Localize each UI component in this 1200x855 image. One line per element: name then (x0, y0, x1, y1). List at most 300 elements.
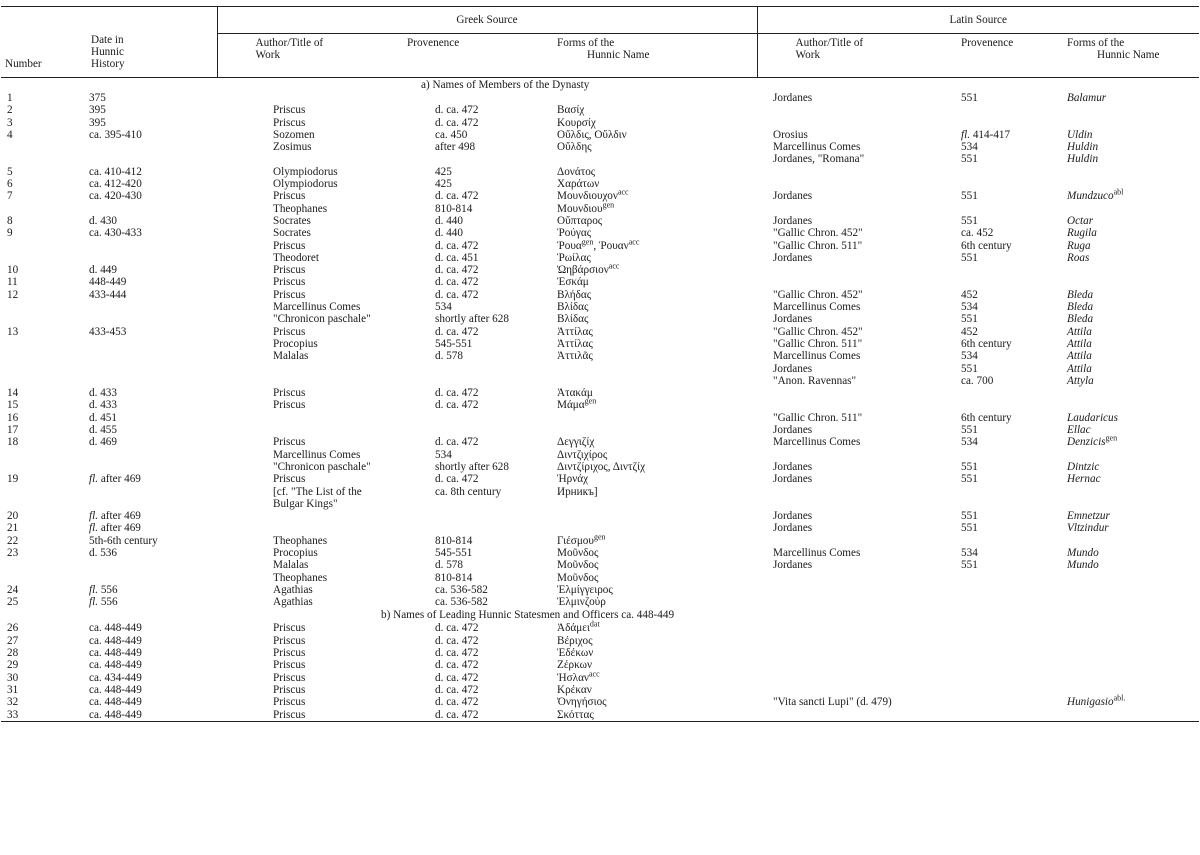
latin-author: "Gallic Chron. 511" (773, 239, 863, 252)
greek-author (217, 375, 397, 387)
latin-author (757, 276, 947, 288)
row-number: 4 (7, 128, 13, 141)
greek-form: Βέριχος (557, 634, 593, 647)
latin-form: Hunigasio$^{abl.}$ (1067, 693, 1126, 709)
greek-form: Κουρσίχ (557, 116, 596, 129)
greek-author-header (217, 34, 397, 78)
latin-form: Mundzuco$^{abl}$ (1067, 187, 1124, 203)
latin-author (757, 672, 947, 684)
grammatical-case-superscript: acc (617, 187, 629, 197)
row-number: 17 (7, 424, 19, 437)
latin-form (1067, 117, 1199, 129)
latin-form: Ruga (1067, 239, 1091, 252)
latin-author: Marcellinus Comes (773, 546, 861, 559)
latin-form (1067, 709, 1199, 722)
latin-author (757, 584, 947, 596)
greek-form: Ὠηβάρσιον$^{acc}$ (557, 261, 620, 277)
row-date (77, 559, 217, 571)
table-row (1, 141, 1199, 153)
latin-provenance: fl. 414-417 (961, 128, 1011, 141)
row-number: 15 (7, 399, 19, 412)
latin-provenance: 534 (961, 436, 978, 449)
greek-provenance: d. ca. 472 (435, 116, 479, 129)
latin-author: Jordanes (773, 522, 813, 535)
greek-form (557, 498, 757, 510)
row-date: fl. after 469 (89, 473, 141, 486)
latin-author: Jordanes (773, 510, 813, 523)
row-date: ca. 448-449 (89, 683, 142, 696)
latin-provenance: 534 (961, 301, 978, 314)
greek-provenance: d. ca. 472 (435, 696, 479, 709)
greek-form: Κρέκαν (557, 683, 592, 696)
latin-form (1067, 387, 1199, 399)
latin-form: Attila (1067, 337, 1092, 350)
latin-form: Mundo (1067, 559, 1099, 572)
greek-provenance: d. 578 (435, 350, 463, 363)
latin-provenance: ca. 700 (961, 374, 994, 387)
row-number: 9 (7, 227, 13, 240)
row-number: 16 (7, 411, 19, 424)
greek-form: Δονάτος (557, 165, 596, 178)
latin-provenance (947, 684, 1067, 696)
table-row (1, 190, 1199, 202)
latin-form (1067, 672, 1199, 684)
greek-form: Γιέσμου$^{gen}$ (557, 531, 606, 547)
latin-provenance: 534 (961, 141, 978, 154)
row-number: 32 (7, 696, 19, 709)
latin-author: Jordanes (773, 424, 813, 437)
greek-author: Priscus (273, 325, 306, 338)
greek-provenance (397, 375, 557, 387)
latin-provenance (947, 104, 1067, 116)
greek-form: Ирникъ] (557, 485, 598, 498)
greek-form: Μουνδιουχον$^{acc}$ (557, 187, 629, 203)
latin-provenance: 6th century (961, 411, 1012, 424)
row-number: 18 (7, 436, 19, 449)
greek-author: Theophanes (273, 534, 328, 547)
latin-provenance: 551 (961, 153, 978, 166)
latin-form (1067, 264, 1199, 276)
row-date: 395 (89, 104, 106, 117)
table-row (1, 350, 1199, 362)
grammatical-case-superscript: gen (1105, 433, 1118, 443)
latin-author (757, 635, 947, 647)
greek-forms-header-line1: Forms of the (557, 37, 615, 49)
row-number (1, 301, 77, 313)
row-date (77, 498, 217, 510)
latin-provenance (947, 584, 1067, 596)
latin-provenance (947, 709, 1067, 722)
table-row (1, 375, 1199, 387)
latin-form: Attila (1067, 350, 1092, 363)
row-number: 7 (7, 190, 13, 203)
latin-form (1067, 399, 1199, 411)
table-row (1, 129, 1199, 141)
latin-provenance: 551 (961, 510, 978, 523)
greek-provenance: d. ca. 472 (435, 622, 479, 635)
greek-author: Theophanes (273, 571, 328, 584)
latin-provenance: 534 (961, 546, 978, 559)
row-date: fl. 556 (89, 583, 118, 596)
greek-author: Priscus (273, 659, 306, 672)
greek-provenance: d. ca. 472 (435, 683, 479, 696)
greek-provenance: 534 (435, 448, 452, 461)
latin-provenance: 452 (961, 288, 978, 301)
latin-form: Octar (1067, 214, 1094, 227)
latin-form: Mundo (1067, 546, 1099, 559)
table-row (1, 647, 1199, 659)
latin-source-header: Latin Source (757, 7, 1199, 34)
greek-author: Priscus (273, 116, 306, 129)
latin-provenance (947, 635, 1067, 647)
table-body (1, 78, 1199, 722)
greek-form: Ἐλμίγγειρος (557, 583, 613, 596)
row-number: 10 (7, 264, 19, 277)
row-date (77, 363, 217, 375)
latin-provenance: 452 (961, 325, 978, 338)
date-column-header (77, 7, 217, 78)
row-date: ca. 448-449 (77, 709, 217, 722)
latin-provenance (947, 399, 1067, 411)
greek-provenance (397, 424, 557, 436)
latin-form (1067, 659, 1199, 671)
greek-form (557, 92, 757, 104)
greek-form: Βλίδας (557, 301, 589, 314)
latin-author (757, 117, 947, 129)
greek-provenance: d. 578 (435, 559, 463, 572)
greek-provenance: d. ca. 472 (435, 264, 479, 277)
greek-form: Βλήδας (557, 288, 592, 301)
row-date (77, 486, 217, 498)
latin-author (757, 178, 947, 190)
greek-form: Μοῦνδος (557, 546, 599, 559)
row-date: d. 469 (89, 436, 117, 449)
greek-provenance: d. ca. 472 (435, 647, 479, 660)
greek-provenance: d. 440 (435, 227, 463, 240)
row-date: ca. 420-430 (89, 190, 142, 203)
greek-provenance: d. ca. 451 (435, 251, 479, 264)
greek-author (217, 522, 397, 534)
latin-author (757, 399, 947, 411)
row-number (1, 350, 77, 362)
greek-provenance: d. ca. 472 (435, 473, 479, 486)
row-date (77, 350, 217, 362)
greek-provenance-header: Provenence (397, 34, 557, 78)
row-date: 5th-6th century (89, 534, 158, 547)
table-row (1, 498, 1199, 510)
greek-author: Priscus (273, 647, 306, 660)
greek-provenance: d. ca. 472 (435, 634, 479, 647)
row-date (77, 338, 217, 350)
greek-author: Theophanes (273, 202, 328, 215)
greek-author: Theodoret (273, 251, 319, 264)
latin-provenance (947, 672, 1067, 684)
greek-author: Priscus (217, 709, 397, 722)
row-number: 31 (7, 683, 19, 696)
row-date (77, 301, 217, 313)
table-row (1, 227, 1199, 239)
row-date: d. 449 (89, 264, 117, 277)
row-date: 395 (89, 116, 106, 129)
table-row (1, 547, 1199, 559)
section-b-heading: b) Names of Leading Hunnic Statesmen and Officers ca. 448-449 (381, 609, 675, 622)
row-date: d. 536 (89, 546, 117, 559)
latin-provenance: 551 (961, 522, 978, 535)
latin-author: Jordanes (773, 473, 813, 486)
row-number (1, 338, 77, 350)
grammatical-case-superscript: abl (1113, 187, 1124, 197)
latin-author: Jordanes, "Romana" (773, 153, 865, 166)
latin-author: Jordanes (773, 460, 813, 473)
greek-form (557, 522, 757, 534)
greek-author: Agathias (273, 596, 313, 609)
latin-forms-header-line2: Hunnic Name (1097, 49, 1160, 61)
latin-provenance (947, 498, 1067, 510)
row-date (77, 572, 217, 584)
latin-form (1067, 535, 1199, 547)
greek-provenance: d. ca. 472 (435, 399, 479, 412)
table-row (1, 264, 1199, 276)
row-date: d. 451 (89, 411, 117, 424)
greek-provenance: d. ca. 472 (397, 709, 557, 722)
latin-form (1067, 166, 1199, 178)
table-row (1, 301, 1199, 313)
row-number: 13 (7, 325, 19, 338)
grammatical-case-superscript: abl. (1113, 693, 1126, 703)
greek-author-header-text: Author/Title of Work (255, 37, 324, 61)
row-date (77, 203, 217, 215)
latin-provenance (947, 449, 1067, 461)
latin-provenance: 551 (961, 214, 978, 227)
latin-author (757, 166, 947, 178)
latin-form: Rugila (1067, 227, 1097, 240)
row-number: 26 (7, 622, 19, 635)
greek-author: Marcellinus Comes (273, 301, 361, 314)
greek-forms-header (557, 34, 757, 78)
latin-form: Hernac (1067, 473, 1101, 486)
greek-provenance: d. ca. 472 (435, 104, 479, 117)
latin-author: "Gallic Chron. 452" (773, 288, 863, 301)
greek-form: Βασίχ (557, 104, 585, 117)
latin-author-header-text: Author/Title of Work (795, 37, 864, 61)
table-row (1, 572, 1199, 584)
table-row (1, 622, 1199, 634)
greek-form: Διντζίριχος, Διντζίχ (557, 460, 646, 473)
latin-author (757, 203, 947, 215)
greek-author: Priscus (273, 264, 306, 277)
row-date: ca. 430-433 (89, 227, 142, 240)
row-date: 448-449 (89, 276, 127, 289)
row-date (77, 252, 217, 264)
row-number (1, 313, 77, 325)
latin-author: Jordanes (773, 313, 813, 326)
greek-author: Olympiodorus (273, 178, 338, 191)
greek-author: Priscus (273, 634, 306, 647)
greek-author: Socrates (273, 214, 311, 227)
greek-provenance: 810-814 (435, 202, 473, 215)
greek-provenance: d. ca. 472 (435, 288, 479, 301)
table-row (1, 289, 1199, 301)
greek-author: Priscus (273, 239, 306, 252)
latin-author (757, 659, 947, 671)
greek-author (217, 510, 397, 522)
row-number (1, 449, 77, 461)
latin-form: Denzicis$^{gen}$ (1067, 433, 1118, 449)
latin-author: "Gallic Chron. 452" (773, 227, 863, 240)
row-number: 30 (7, 671, 19, 684)
latin-author (757, 684, 947, 696)
greek-form: Ἀττιλᾶς (557, 350, 593, 363)
latin-author (757, 572, 947, 584)
greek-provenance: d. ca. 472 (435, 671, 479, 684)
row-date (77, 313, 217, 325)
row-date: 375 (89, 92, 106, 104)
latin-form: Ellac (1067, 424, 1091, 437)
greek-provenance (397, 510, 557, 522)
greek-forms-header-line2: Hunnic Name (587, 49, 650, 61)
row-number: 2 (7, 104, 13, 117)
greek-author: Malalas (273, 559, 309, 572)
row-number (1, 363, 77, 375)
row-number (1, 240, 77, 252)
greek-provenance: d. ca. 472 (435, 276, 479, 289)
grammatical-case-superscript: acc (589, 668, 600, 678)
latin-provenance: 551 (961, 92, 978, 104)
row-date: ca. 434-449 (89, 671, 142, 684)
row-date (77, 449, 217, 461)
greek-form: Δεγγιζίχ (557, 436, 595, 449)
greek-provenance: after 498 (435, 141, 476, 154)
grammatical-case-superscript: gen (581, 236, 594, 246)
latin-author (757, 387, 947, 399)
latin-provenance: 551 (961, 559, 978, 572)
row-number (1, 486, 77, 498)
table-row (1, 473, 1199, 485)
latin-author: "Vita sancti Lupi" (d. 479) (773, 696, 892, 709)
table-row (1, 659, 1199, 671)
row-number: 8 (7, 214, 13, 227)
latin-author: Jordanes (773, 559, 813, 572)
greek-form: Οὔλδης (557, 141, 592, 154)
grammatical-case-superscript: acc (628, 236, 640, 246)
latin-provenance: 551 (961, 251, 978, 264)
latin-author (757, 535, 947, 547)
greek-provenance: 425 (435, 178, 452, 191)
greek-author: Agathias (273, 583, 313, 596)
greek-provenance: shortly after 628 (435, 460, 509, 473)
greek-author: [cf. "The List of the (273, 485, 362, 498)
row-number: 21 (7, 522, 19, 535)
grammatical-case-superscript: acc (608, 261, 620, 271)
greek-source-header: Greek Source (217, 7, 757, 34)
greek-form: Μουνδιου$^{gen}$ (557, 199, 615, 215)
greek-provenance (397, 522, 557, 534)
row-number: 3 (7, 116, 13, 129)
greek-provenance: 534 (435, 301, 452, 314)
greek-form (557, 375, 757, 387)
greek-form: Οὔλδις, Οὔλδιν (557, 128, 627, 141)
latin-form (1067, 596, 1199, 608)
latin-provenance: 6th century (961, 337, 1012, 350)
section-a-row (1, 78, 1199, 93)
table-row (1, 276, 1199, 288)
greek-provenance: ca. 450 (435, 128, 468, 141)
greek-provenance: shortly after 628 (435, 313, 509, 326)
table-row (1, 449, 1199, 461)
table-row (1, 461, 1199, 473)
latin-author: Marcellinus Comes (773, 301, 861, 314)
grammatical-case-superscript: gen (602, 199, 615, 209)
section-a-heading: a) Names of Members of the Dynasty (421, 79, 590, 91)
row-number: 5 (7, 165, 13, 178)
greek-form: Βλίδας (557, 313, 589, 326)
greek-author: Procopius (273, 546, 318, 559)
greek-provenance: 810-814 (435, 534, 473, 547)
row-number (1, 153, 77, 165)
latin-author: Jordanes (773, 92, 813, 104)
table-row (1, 436, 1199, 448)
greek-form (557, 412, 757, 424)
table-row (1, 709, 1199, 722)
latin-author (757, 709, 947, 722)
latin-form (1067, 203, 1199, 215)
greek-form: Διντζιχίρος (557, 448, 608, 461)
row-number (1, 252, 77, 264)
greek-author: Olympiodorus (273, 165, 338, 178)
latin-provenance (947, 203, 1067, 215)
table-row (1, 596, 1199, 608)
row-number (1, 498, 77, 510)
table-row (1, 252, 1199, 264)
row-date (77, 141, 217, 153)
row-date: fl. after 469 (89, 510, 141, 523)
table-row (1, 672, 1199, 684)
row-number (1, 375, 77, 387)
latin-form: Dintzic (1067, 460, 1100, 473)
latin-author: "Anon. Ravennas" (773, 374, 857, 387)
table-row (1, 684, 1199, 696)
greek-form: Ἐσκάμ (557, 276, 589, 289)
greek-form: Ὀνηγήσιος (557, 696, 607, 709)
row-date (77, 461, 217, 473)
latin-provenance (947, 276, 1067, 288)
latin-form: Roas (1067, 251, 1090, 264)
row-number (1, 559, 77, 571)
row-number: 1 (7, 92, 13, 104)
latin-provenance (947, 387, 1067, 399)
greek-provenance (397, 92, 557, 104)
table-row (1, 584, 1199, 596)
row-number (1, 461, 77, 473)
greek-provenance (397, 412, 557, 424)
latin-author (757, 622, 947, 634)
greek-form: Ῥωίλας (557, 251, 591, 264)
greek-author (217, 363, 397, 375)
row-date: fl. 556 (89, 596, 118, 609)
latin-provenance (947, 535, 1067, 547)
greek-author (217, 424, 397, 436)
row-date: ca. 448-449 (89, 659, 142, 672)
row-number: 19 (7, 473, 19, 486)
table-row (1, 313, 1199, 325)
latin-form: Huldin (1067, 141, 1099, 154)
greek-form: Ῥούγας (557, 227, 592, 240)
latin-provenance (947, 647, 1067, 659)
greek-provenance: 545-551 (435, 546, 473, 559)
greek-author: Priscus (273, 190, 306, 203)
latin-author (757, 498, 947, 510)
greek-provenance (397, 498, 557, 510)
